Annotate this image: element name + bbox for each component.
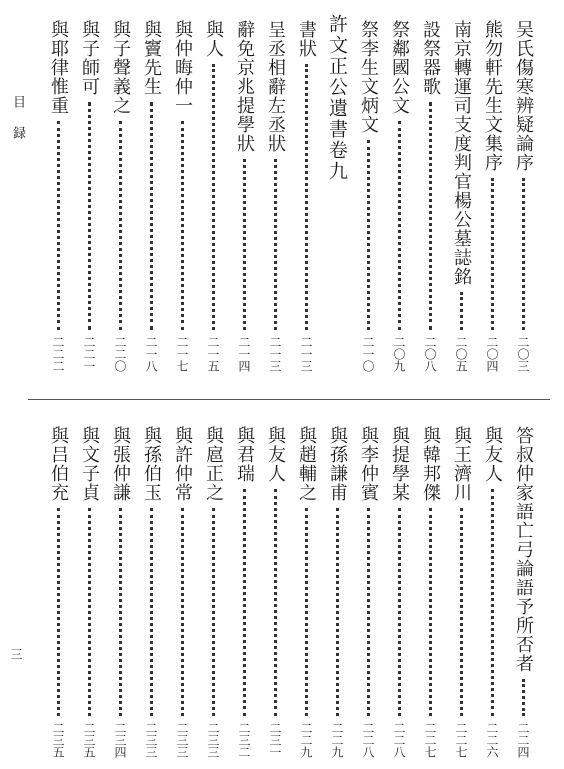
entry-page-number: 二一五 [206, 336, 220, 372]
entry-page-number: 二一〇 [361, 336, 375, 372]
toc-entry [45, 20, 71, 372]
entry-title: 呈丞相辭左丞狀 [265, 20, 286, 153]
toc-entry [200, 20, 226, 372]
toc-entry [45, 426, 71, 758]
entry-page-number: 二一四 [237, 336, 251, 372]
entry-title: 設祭器歌 [420, 20, 441, 96]
leader-dots [212, 64, 215, 330]
leader-dots [181, 508, 184, 716]
toc-entry [138, 426, 164, 758]
leader-dots [305, 508, 308, 716]
entry-title: 與仲晦仲一 [172, 20, 193, 115]
toc-entry [386, 426, 412, 758]
entry-page-number: 二三三 [175, 722, 189, 758]
leader-dots [181, 121, 184, 330]
entry-page-number: 二二九 [299, 722, 313, 758]
entry-page-number: 二一三 [299, 336, 313, 372]
entry-title: 與提學某 [389, 426, 410, 502]
toc-entry [262, 426, 288, 758]
leader-dots [429, 102, 432, 330]
entry-title: 與耶律惟重 [48, 20, 69, 115]
toc-entry [262, 20, 288, 372]
leader-dots [460, 292, 463, 330]
entry-title: 與許仲常 [172, 426, 193, 502]
leader-dots [367, 508, 370, 716]
leader-dots [119, 121, 122, 330]
toc-entry [417, 20, 443, 372]
toc-entry [76, 426, 102, 758]
entry-title: 與孫伯玉 [141, 426, 162, 502]
leader-dots [336, 508, 339, 716]
entry-page-number: 二二七 [454, 722, 468, 758]
toc-entry [510, 20, 536, 372]
toc-entry [479, 426, 505, 758]
entry-page-number: 二〇九 [392, 336, 406, 372]
entry-title: 與君瑞 [234, 426, 255, 483]
entry-title: 與友人 [482, 426, 503, 483]
entry-title: 與扈正之 [203, 426, 224, 502]
section-heading [293, 20, 319, 372]
entry-page-number: 二三四 [113, 722, 127, 758]
entry-title: 答叔仲家語亡弓論語予所否者 [513, 426, 534, 673]
leader-dots [398, 121, 401, 330]
entry-title: 與友人 [265, 426, 286, 483]
leader-dots [150, 102, 153, 330]
leader-dots [491, 489, 494, 716]
entry-page-number: 二一七 [175, 336, 189, 372]
entry-title: 與人 [203, 20, 224, 58]
entry-title: 與竇先生 [141, 20, 162, 96]
toc-entry [76, 20, 102, 372]
toc-entry [479, 20, 505, 372]
entry-title: 與韓邦傑 [420, 426, 441, 502]
toc-entry [417, 426, 443, 758]
entry-page-number: 二三三 [144, 722, 158, 758]
leader-dots [522, 679, 525, 716]
entry-title: 與子師可 [79, 20, 100, 96]
leader-dots [522, 178, 525, 330]
entry-page-number: 二二八 [392, 722, 406, 758]
toc-entry [355, 426, 381, 758]
leader-dots [305, 64, 308, 330]
volume-heading [324, 14, 350, 372]
entry-title: 祭鄰國公文 [389, 20, 410, 115]
toc-entry [355, 20, 381, 372]
entry-page-number: 二二六 [485, 722, 499, 758]
entry-title: 祭李生文炳文 [358, 20, 379, 134]
entry-page-number: 二三一 [268, 722, 282, 758]
entry-title: 與李仲賓 [358, 426, 379, 502]
entry-title: 與王濟川 [451, 426, 472, 502]
entry-page-number: 二一三 [268, 336, 282, 372]
leader-dots [150, 508, 153, 716]
toc-entry [510, 426, 536, 758]
leader-dots [274, 159, 277, 330]
toc-entry [448, 20, 474, 372]
toc-entry [200, 426, 226, 758]
entry-title: 吴氏傷寒辨疑論序 [513, 20, 534, 172]
toc-entry [324, 426, 350, 758]
leader-dots [491, 178, 494, 330]
leader-dots [367, 140, 370, 330]
toc-entry [386, 20, 412, 372]
leader-dots [57, 121, 60, 330]
toc-entry [107, 426, 133, 758]
leader-dots [88, 102, 91, 330]
entry-title: 與文子貞 [79, 426, 100, 502]
entry-page-number: 二三三 [206, 722, 220, 758]
toc-entry [448, 426, 474, 758]
entry-title: 與孫謙甫 [327, 426, 348, 502]
entry-page-number: 二〇三 [516, 336, 530, 372]
entry-page-number: 二二二 [51, 336, 65, 372]
toc-entry [231, 20, 257, 372]
entry-page-number: 二三五 [51, 722, 65, 758]
entry-page-number: 二〇八 [423, 336, 437, 372]
entry-title: 與吕伯充 [48, 426, 69, 502]
leader-dots [119, 508, 122, 716]
entry-title: 辭免京兆提學狀 [234, 20, 255, 153]
entry-page-number: 二二四 [516, 722, 530, 758]
leader-dots [243, 159, 246, 330]
entry-title: 與子聲義之 [110, 20, 131, 115]
entry-title: 許文正公遺書卷九 [326, 14, 348, 182]
leader-dots [57, 508, 60, 716]
entry-title: 與張仲謙 [110, 426, 131, 502]
toc-entry [138, 20, 164, 372]
register-divider-rule [28, 399, 550, 400]
entry-page-number: 二二九 [330, 722, 344, 758]
entry-page-number: 二二〇 [113, 336, 127, 372]
entry-page-number: 二〇四 [485, 336, 499, 372]
page-number: 三 [9, 648, 23, 660]
entry-page-number: 二三五 [82, 722, 96, 758]
leader-dots [88, 508, 91, 716]
toc-entry [107, 20, 133, 372]
toc-entry [169, 20, 195, 372]
leader-dots [274, 489, 277, 716]
entry-page-number: 二一八 [144, 336, 158, 372]
toc-entry [293, 426, 319, 758]
entry-page-number: 二三二 [237, 722, 251, 758]
running-header-contents: 目録 [10, 95, 25, 157]
leader-dots [460, 508, 463, 716]
leader-dots [398, 508, 401, 716]
entry-title: 南京轉運司支度判官楊公墓誌銘 [451, 20, 472, 286]
entry-title: 與趙輔之 [296, 426, 317, 502]
entry-page-number: 二〇五 [454, 336, 468, 372]
entry-page-number: 二二一 [82, 336, 96, 372]
entry-page-number: 二二八 [361, 722, 375, 758]
entry-page-number: 二二七 [423, 722, 437, 758]
toc-entry [231, 426, 257, 758]
entry-title: 書狀 [296, 20, 317, 58]
leader-dots [212, 508, 215, 716]
leader-dots [243, 489, 246, 716]
leader-dots [429, 508, 432, 716]
entry-title: 熊勿軒先生文集序 [482, 20, 503, 172]
toc-entry [169, 426, 195, 758]
